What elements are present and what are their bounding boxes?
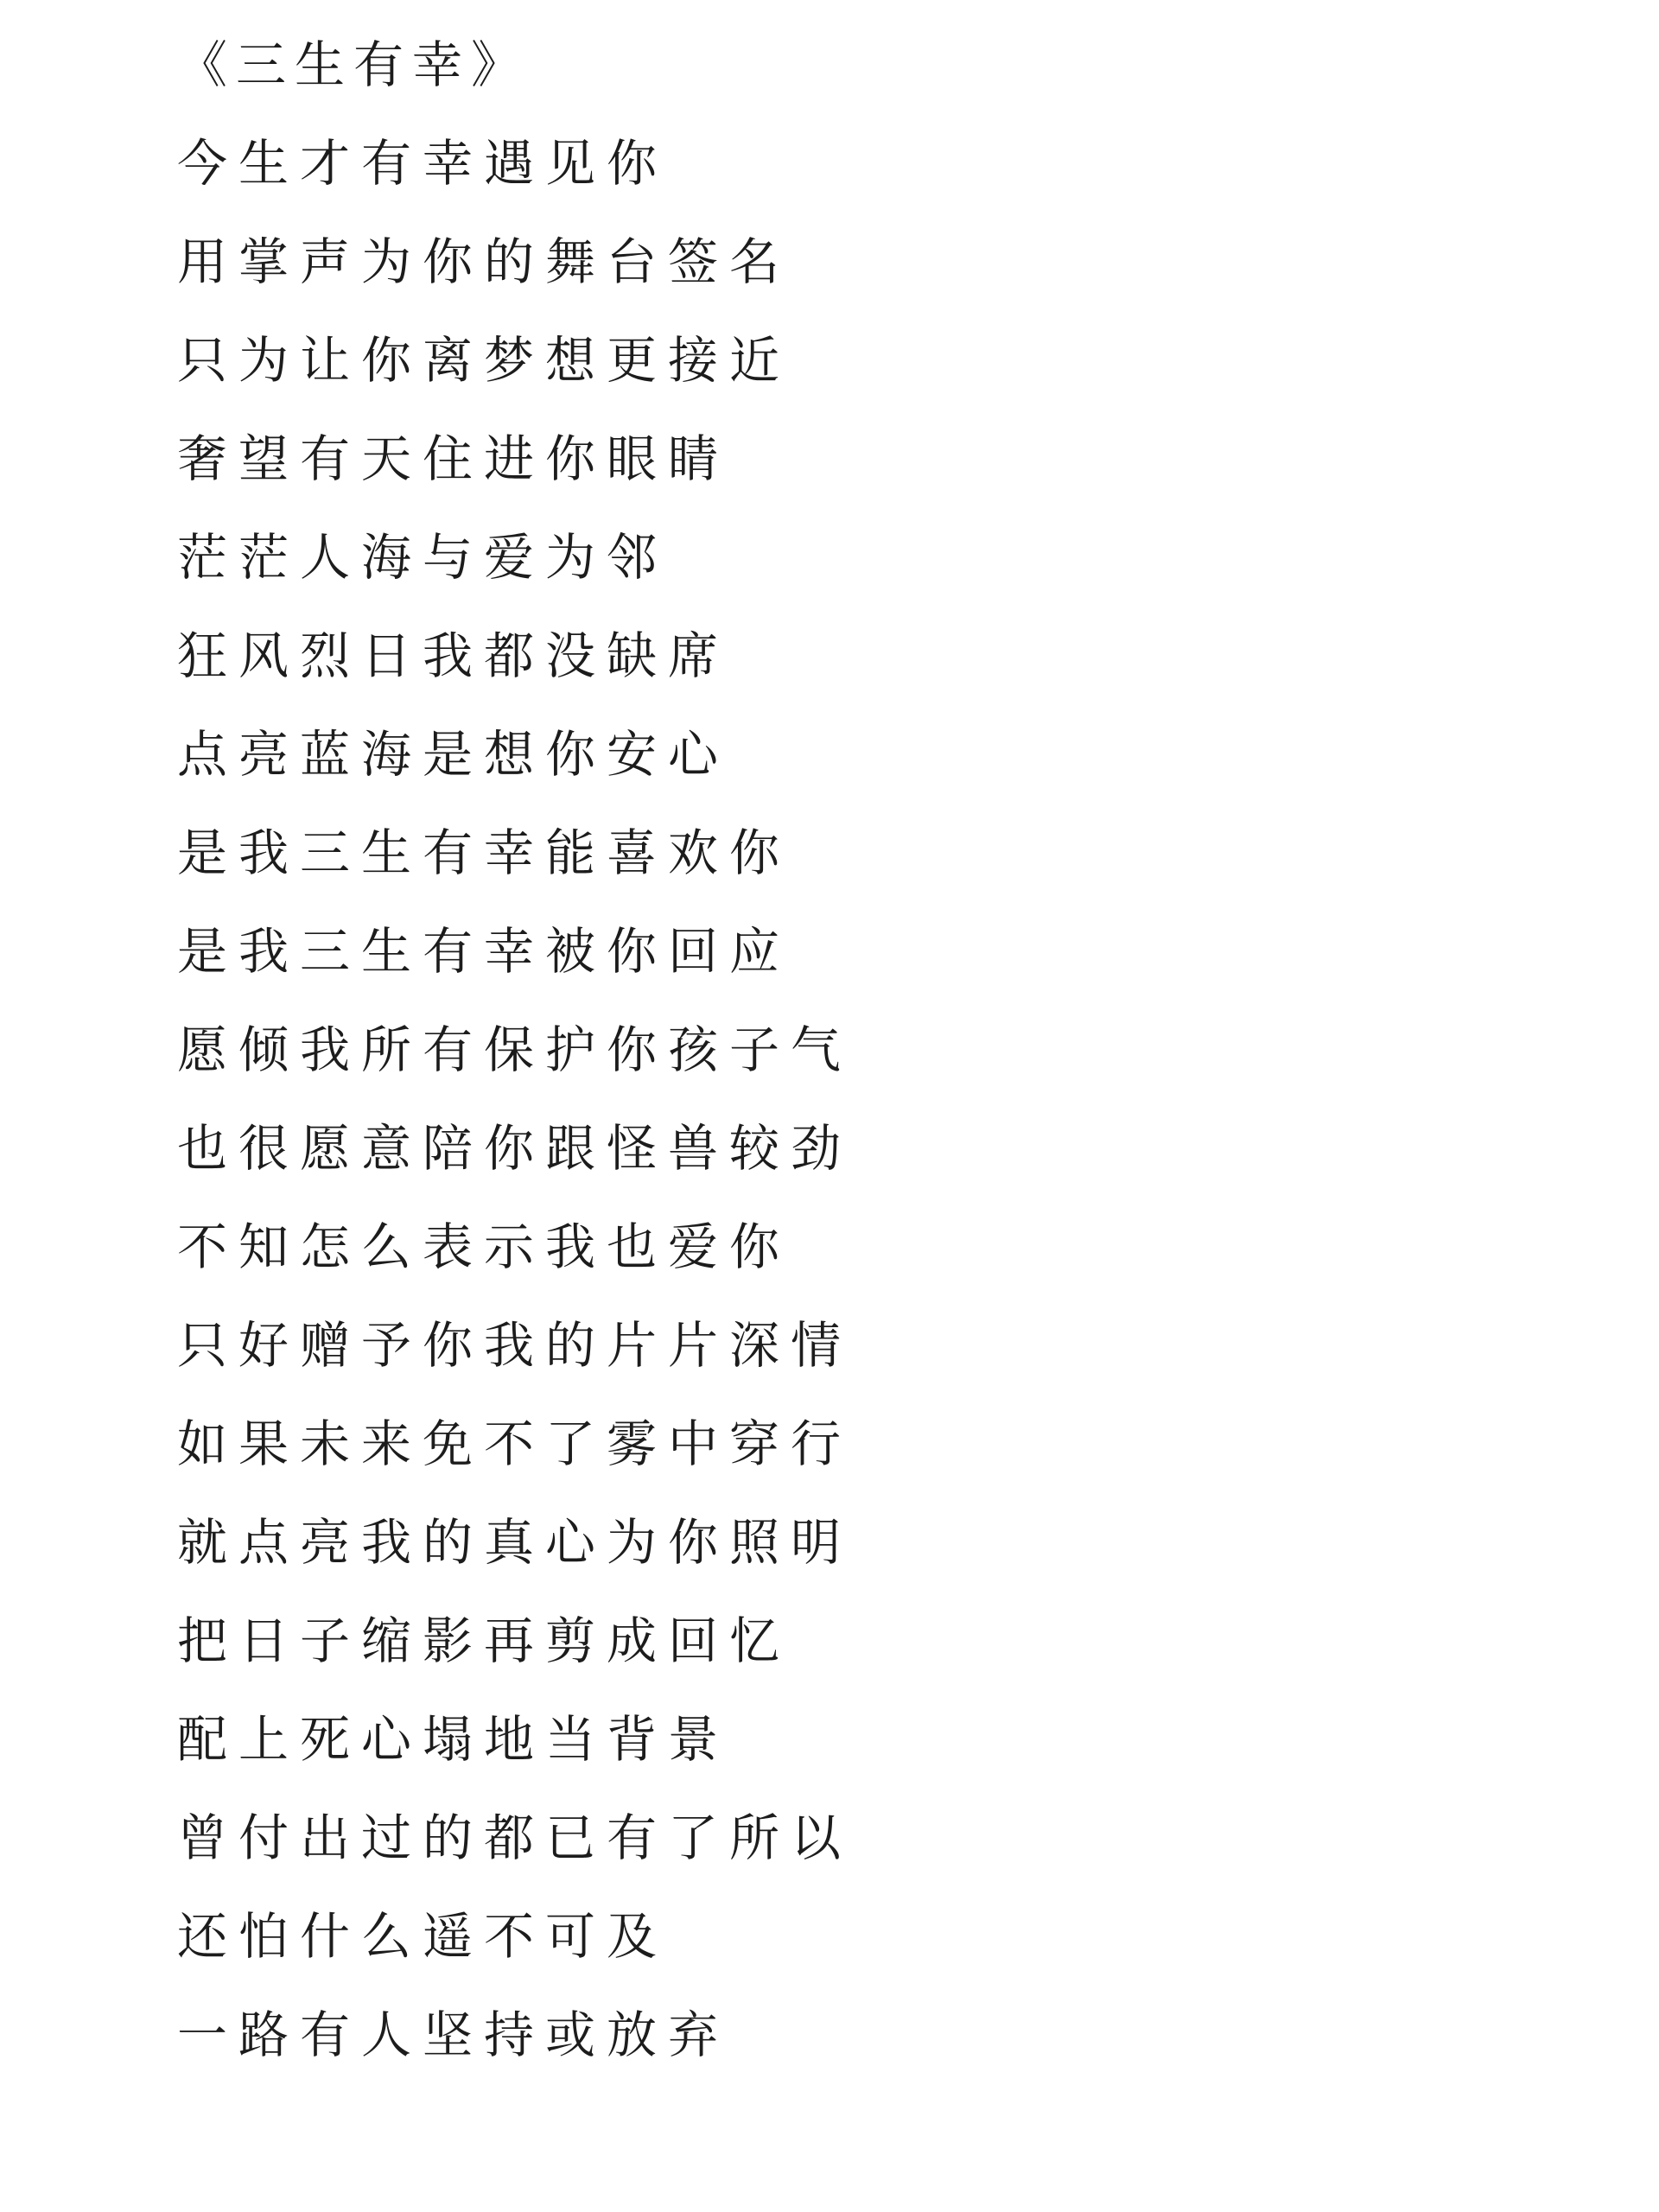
lyric-line: 就点亮我的真心为你照明 [177, 1513, 853, 1572]
lyric-line: 把日子缩影再剪成回忆 [177, 1611, 791, 1670]
lyric-line: 是我三生有幸被你回应 [177, 922, 791, 981]
lyric-line: 愿倾我所有保护你孩子气 [177, 1020, 853, 1079]
lyric-line: 配上死心塌地当背景 [177, 1710, 730, 1769]
lyric-line: 也很愿意陪你跟怪兽较劲 [177, 1119, 853, 1178]
lyric-line: 是我三生有幸能喜欢你 [177, 823, 791, 882]
lyric-line: 不知怎么表示我也爱你 [177, 1217, 791, 1276]
lyric-line: 如果未来免不了雾中穿行 [177, 1414, 853, 1473]
lyric-line: 用掌声为你的舞台签名 [177, 232, 791, 291]
lyric-line: 一路有人坚持或放弃 [177, 2005, 730, 2064]
lyric-line: 茫茫人海与爱为邻 [177, 528, 669, 587]
lyric-line: 狂风烈日我都没缺席 [177, 626, 730, 685]
lyric-line: 点亮蓝海是想你安心 [177, 725, 730, 784]
song-title: 《三生有幸》 [177, 35, 531, 94]
lyric-line: 今生才有幸遇见你 [177, 134, 669, 193]
lyric-line: 只为让你离梦想更接近 [177, 331, 791, 390]
lyric-line: 曾付出过的都已有了所以 [177, 1808, 853, 1867]
lyric-line: 还怕什么遥不可及 [177, 1907, 669, 1966]
lyric-line: 只好赠予你我的片片深情 [177, 1316, 853, 1375]
lyric-line: 奢望有天住进你眼睛 [177, 429, 730, 488]
